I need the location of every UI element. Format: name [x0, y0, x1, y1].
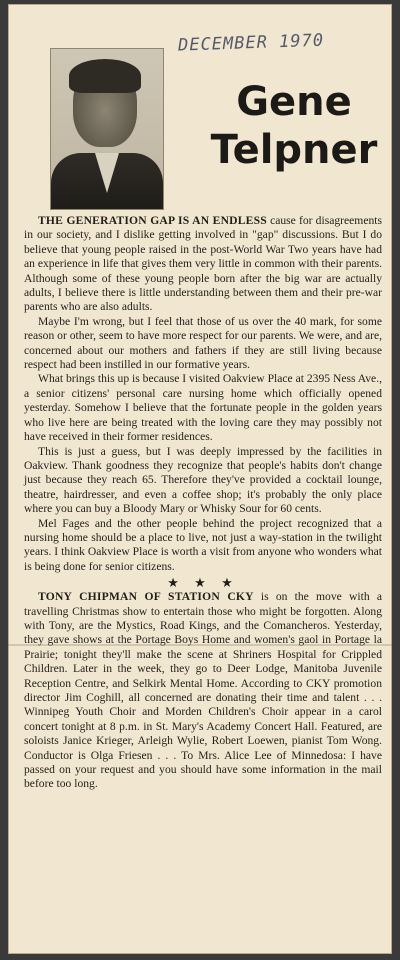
- paragraph-text: cause for disagreements in our society, and I dislike getting involved in "gap" discussions. But I do believe that young people raised in the post-World War Two years have had an experience in life that gives them very little in common with their parents. Although some of these young people born after the big war are actually adults, I believe there is little understanding between them and their pre-war parents who are also adults.: [24, 214, 383, 314]
- paragraph-2: [24, 315, 382, 373]
- byline-last-name: Telpner: [210, 127, 378, 173]
- portrait-hair: [69, 59, 141, 93]
- paragraph-4: [24, 445, 382, 517]
- paragraph-text: is on the move with a travelling Christmas show to entertain those who might be forgotten. Along with Tony, are the Mystics, Road Kings, and the Comancheros. Yesterday, they gave shows at the Portage Boys Home and women's gaol in Portage la Prairie; tonight they'll make the scene at Shriners Hospital for Crippled Children. Later in the week, they go to Deer Lodge, Manitoba Juvenile Reception Centre, and Selkirk Mental Home. According to CKY promotion director Jim Coghill, all concerned are donating their time and talent . . . Winnipeg Youth Choir and Morden Children's Choir appear in a carol concert tonight at 8 p.m. in St. Mary's Academy Concert Hall. Featured, are soloists Janice Krieger, Arleigh Wylie, Robert Loewen, pianist Tom Wong. Conductor is Olga Friesen . . . To Mrs. Alice Lee of Minnedosa: I have passed on your request and you should have some information in the mail before too long.: [24, 590, 382, 791]
- paragraph-text: Mel Fages and the other people behind the project recognized that a nursing home should be a place to live, not just a way-station in the twilight years. I think Oakview Place is worth a visit from anyone who wonders what is being done for senior citizens.: [24, 516, 382, 573]
- section-separator: ★ ★ ★: [167, 575, 239, 591]
- byline-first-name: Gene: [236, 79, 352, 125]
- newspaper-clipping: [8, 4, 392, 954]
- paragraph-lead: THE GENERATION GAP IS AN ENDLESS: [38, 214, 267, 227]
- paragraph-lead: TONY CHIPMAN OF STATION CKY: [38, 590, 254, 604]
- paragraph-6: [24, 590, 382, 792]
- columnist-portrait: [50, 48, 164, 210]
- byline: [204, 78, 384, 174]
- handwritten-date: DECEMBER 1970: [177, 30, 325, 56]
- paragraph-text: What brings this up is because I visited Oakview Place at 2395 Ness Ave., a senior citizens' personal care nursing home which officially opened yesterday. Somehow I believe that the fortunate people in the golden years who live here are being treated with the loving care they may possibly not have received in their former residences.: [24, 372, 382, 444]
- paragraph-text: This is just a guess, but I was deeply impressed by the facilities in Oakview. Thank goodness they recognize that people's habits don't change just because they reach 65. Therefore they've provided a cocktail lounge, theatre, hairdresser, and even a coffee shop; it's probably the only place where you can buy a Bloody Mary or Whisky Sour for 60 cents.: [24, 444, 382, 516]
- paragraph-3: [24, 372, 382, 444]
- paragraph-text: Maybe I'm wrong, but I feel that those of us over the 40 mark, for some reason or other, seem to have more respect for our parents. We were, and are, concerned about our mothers and fathers if they are still living because respect had been instilled in our formative years.: [24, 314, 382, 372]
- paragraph-5: [24, 517, 382, 575]
- paragraph-1: [24, 214, 382, 315]
- paper-crease: [8, 644, 392, 646]
- column-body: [24, 214, 382, 792]
